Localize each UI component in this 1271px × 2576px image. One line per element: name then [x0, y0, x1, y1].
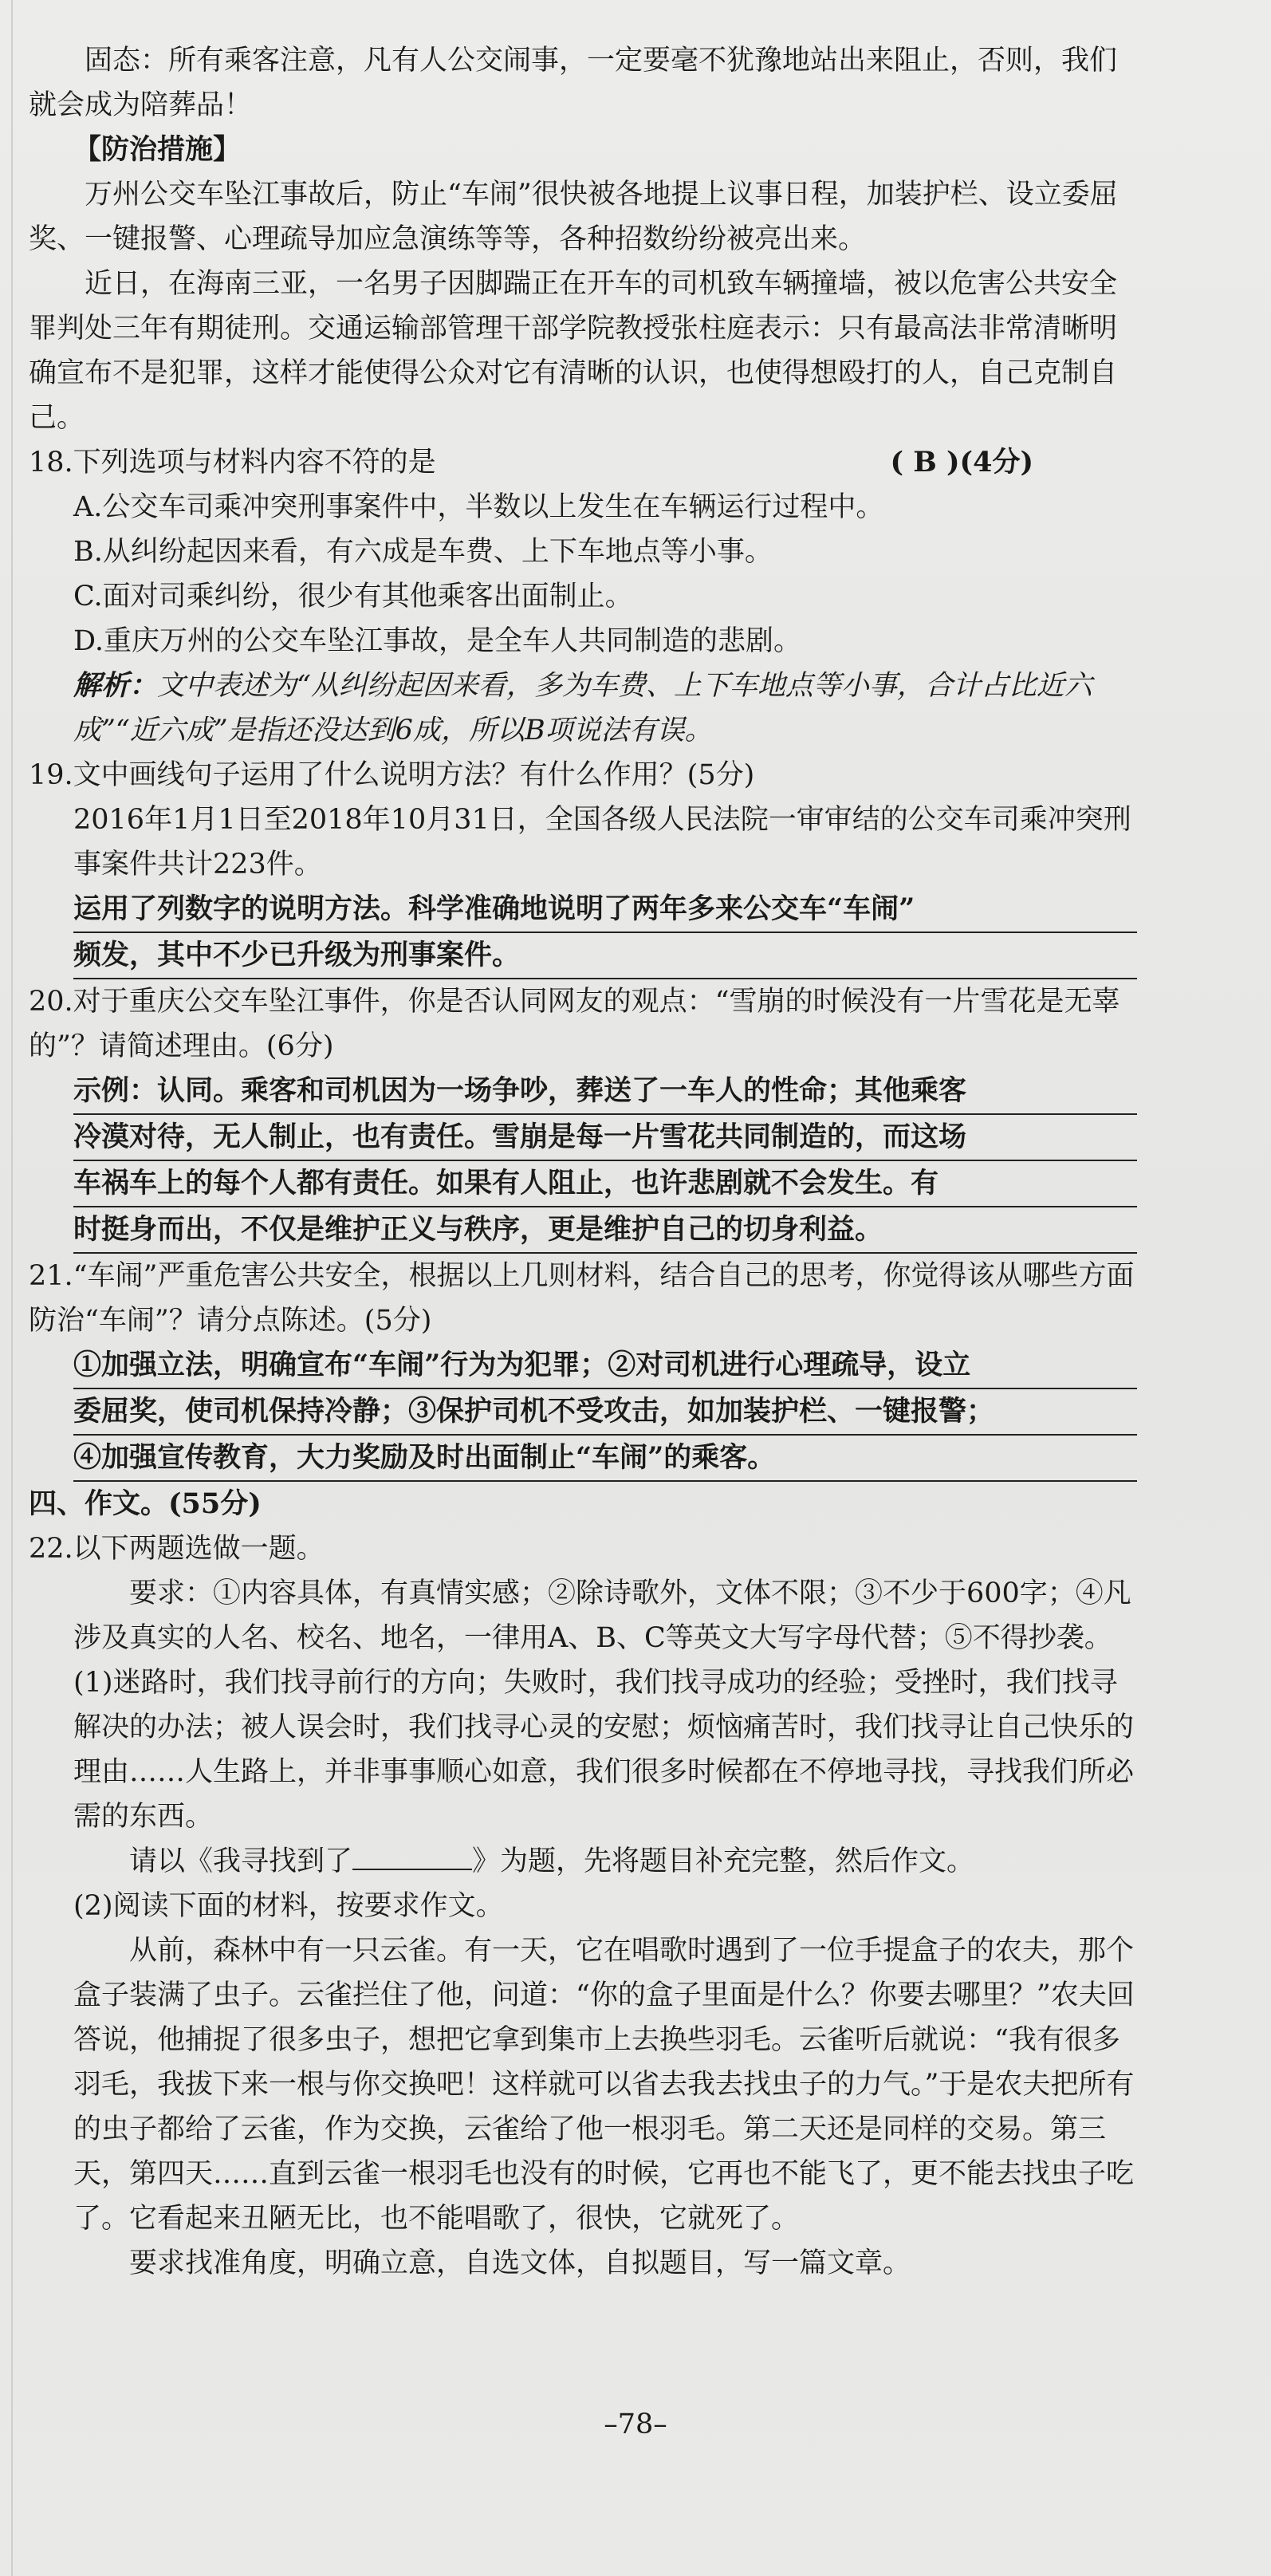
question-20-answer — [29, 1069, 1137, 1254]
page-content — [29, 38, 1137, 2286]
question-19-quote: 2016年1月1日至2018年10月31日，全国各级人民法院一审审结的公交车司乘冲突刑事案件共计223件。 — [73, 804, 1131, 880]
answer-line: ④加强宣传教育，大力奖励及时出面制止“车闹”的乘客。 — [73, 1436, 1137, 1482]
question-20-stem: 20.对于重庆公交车坠江事件，你是否认同网友的观点：“雪崩的时候没有一片雪花是无辜的”？请简述理由。(6分) — [29, 986, 1120, 1062]
section-4-heading: 四、作文。(55分) — [29, 1487, 262, 1520]
answer-line: 委屈奖，使司机保持冷静；③保护司机不受攻击，如加装护栏、一键报警； — [73, 1389, 1137, 1436]
question-18-answer: ( B )(4分) — [890, 446, 1033, 479]
answer-line: ①加强立法，明确宣布“车闹”行为为犯罪；②对司机进行心理疏导，设立 — [73, 1343, 1137, 1389]
answer-line: 冷漠对待，无人制止，也有责任。雪崩是每一片雪花共同制造的，而这场 — [73, 1115, 1137, 1161]
binding-edge — [11, 0, 13, 2576]
question-18-option-d: D.重庆万州的公交车坠江事故，是全车人共同制造的悲剧。 — [73, 625, 801, 657]
question-22-task: 要求找准角度，明确立意，自选文体，自拟题目，写一篇文章。 — [129, 2247, 911, 2279]
task-prefix: 请以《我寻找到了 — [129, 1845, 353, 1877]
question-18-option-a: A.公交车司乘冲突刑事案件中，半数以上发生在车辆运行过程中。 — [73, 491, 884, 523]
answer-line: 车祸车上的每个人都有责任。如果有人阻止，也许悲剧就不会发生。有 — [73, 1161, 1137, 1207]
answer-line: 运用了列数字的说明方法。科学准确地说明了两年多来公交车“车闹” — [73, 887, 1137, 933]
paragraph-2: 万州公交车坠江事故后，防止“车闹”很快被各地提上议事日程，加装护栏、设立委屈奖、一键报警、心理疏导加应急演练等等，各种招数纷纷被亮出来。 — [29, 179, 1118, 255]
question-22-option-2: (2)阅读下面的材料，按要求作文。 — [73, 1890, 504, 1922]
answer-line: 频发，其中不少已升级为刑事案件。 — [73, 933, 1137, 979]
title-blank — [352, 1845, 472, 1870]
question-22-requirements: 要求：①内容具体，有真情实感；②除诗歌外，文体不限；③不少于600字；④凡涉及真实的人名、校名、地名，一律用A、B、C等英文大写字母代替；⑤不得抄袭。 — [73, 1578, 1131, 1654]
answer-line: 示例：认同。乘客和司机因为一场争吵，葬送了一车人的性命；其他乘客 — [73, 1069, 1137, 1115]
question-21-stem: 21.“车闹”严重危害公共安全，根据以上几则材料，结合自己的思考，你觉得该从哪些方面防治“车闹”？请分点陈述。(5分) — [29, 1260, 1135, 1337]
question-19-stem: 19.文中画线句子运用了什么说明方法？有什么作用？(5分) — [29, 759, 755, 791]
section-heading-prevention: 【防治措施】 — [73, 133, 242, 166]
answer-line: 时挺身而出，不仅是维护正义与秩序，更是维护自己的切身利益。 — [73, 1207, 1137, 1254]
question-18-stem: 18.下列选项与材料内容不符的是 — [29, 447, 436, 479]
question-22-stem: 22.以下两题选做一题。 — [29, 1533, 325, 1565]
question-21-answer — [29, 1343, 1137, 1482]
question-22-story: 从前，森林中有一只云雀。有一天，它在唱歌时遇到了一位手提盒子的农夫，那个盒子装满了虫子。云雀拦住了他，问道：“你的盒子里面是什么？你要去哪里？”农夫回答说，他捕捉了很多虫子，想把它拿到集市上去换些羽毛。云雀听后就说：“我有很多羽毛，我拔下来一根与你交换吧！这样就可以省去我去找虫子的力气。”于是农夫把所有的虫子都给了云雀，作为交换，云雀给了他一根羽毛。第二天还是同样的交易。第三天，第四天……直到云雀一根羽毛也没有的时候，它再也不能飞了，更不能去找虫子吃了。它看起来丑陋无比，也不能唱歌了，很快，它就死了。 — [73, 1935, 1135, 2235]
task-suffix: 》为题，先将题目补充完整，然后作文。 — [472, 1845, 975, 1877]
question-22-option-1-task — [29, 1839, 1137, 1884]
analysis-label: 解析： — [73, 669, 158, 702]
question-18-option-b: B.从纠纷起因来看，有六成是车费、上下车地点等小事。 — [73, 536, 773, 568]
analysis-text: 文中表述为“从纠纷起因来看，多为车费、上下车地点等小事，合计占比近六成”“近六成”是指还没达到6成，所以B项说法有误。 — [73, 670, 1092, 746]
paragraph-3: 近日，在海南三亚，一名男子因脚踹正在开车的司机致车辆撞墙，被以危害公共安全罪判处三年有期徒刑。交通运输部管理干部学院教授张柱庭表示：只有最高法非常清晰明确宣布不是犯罪，这样才能使得公众对它有清晰的认识，也使得想殴打的人，自己克制自己。 — [29, 268, 1118, 434]
question-18-option-c: C.面对司乘纠纷，很少有其他乘客出面制止。 — [73, 581, 633, 612]
question-18-stem-row — [29, 440, 1137, 485]
question-19-answer — [29, 887, 1137, 979]
question-22-option-1: (1)迷路时，我们找寻前行的方向；失败时，我们找寻成功的经验；受挫时，我们找寻解决的办法；被人误会时，我们找寻心灵的安慰；烦恼痛苦时，我们找寻让自己快乐的理由……人生路上，并非事事顺心如意，我们很多时候都在不停地寻找，寻找我们所必需的东西。 — [73, 1667, 1135, 1833]
paragraph-1: 固态：所有乘客注意，凡有人公交闹事，一定要毫不犹豫地站出来阻止，否则，我们就会成为陪葬品！ — [29, 45, 1118, 121]
question-18-analysis — [29, 664, 1137, 753]
page-number: –78– — [604, 2409, 667, 2440]
